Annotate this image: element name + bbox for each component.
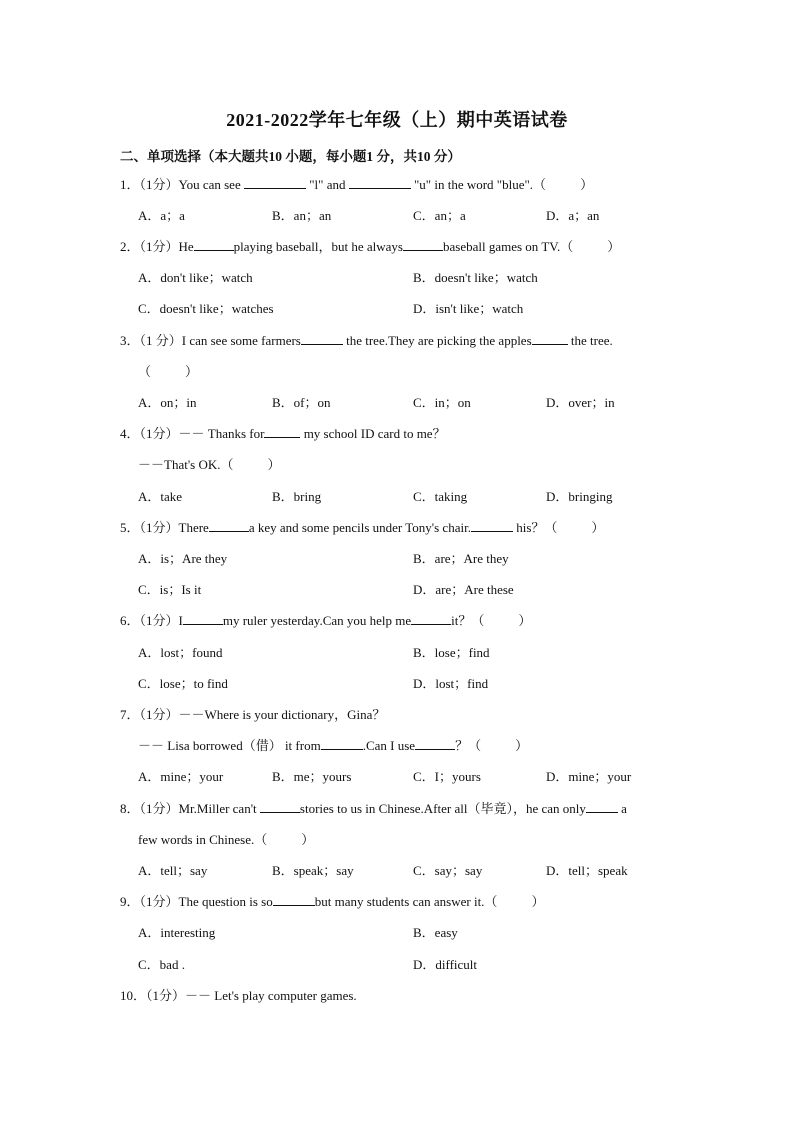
answer-blank (244, 176, 306, 189)
question-3-stem: 3．（1 分）I can see some farmers the tree.They are picking the apples the tree. (120, 333, 613, 348)
answer-blank (273, 893, 315, 906)
question-5-stem: 5．（1分）There a key and some pencils under Tony's chair. his？（ ） (120, 520, 605, 535)
question-2-option-c: C．doesn't like；watches (138, 301, 274, 316)
question-2-option-b: B．doesn't like；watch (413, 270, 538, 285)
question-8-stem-continued: few words in Chinese.（ ） (138, 832, 315, 847)
question-2-option-d: D．isn't like；watch (413, 301, 524, 316)
question-8-option-a: A．tell；say (138, 863, 208, 878)
question-8-option-b: B．speak；say (272, 863, 354, 878)
question-4-option-b: B．bring (272, 489, 322, 504)
answer-blank (301, 332, 343, 345)
answer-blank (403, 238, 443, 251)
question-3-option-b: B．of；on (272, 395, 331, 410)
question-5-option-d: D．are；Are these (413, 582, 514, 597)
question-2-stem: 2．（1分）He playing baseball，but he always baseball games on TV.（ ） (120, 239, 621, 254)
question-3-stem-continued: （ ） (138, 364, 199, 379)
question-8-option-d: D．tell；speak (546, 863, 628, 878)
question-9-option-d: D．difficult (413, 957, 478, 972)
question-2-option-a: A．don't like；watch (138, 270, 253, 285)
question-1-option-a: A．a；a (138, 208, 185, 223)
question-3-option-c: C．in；on (413, 395, 471, 410)
question-5-option-b: B．are；Are they (413, 551, 509, 566)
question-3-option-a: A．on；in (138, 395, 197, 410)
question-1-option-c: C．an；a (413, 208, 466, 223)
answer-blank (209, 519, 249, 532)
question-6-stem: 6．（1分）I my ruler yesterday.Can you help me it？（ ） (120, 613, 532, 628)
question-4-option-d: D．bringing (546, 489, 613, 504)
question-9-option-c: C．bad . (138, 957, 185, 972)
question-7-stem-continued: －－ Lisa borrowed（借） it from .Can I use ？（ ） (138, 738, 529, 753)
question-4-option-a: A．take (138, 489, 183, 504)
answer-blank (264, 425, 300, 438)
answer-blank (532, 332, 568, 345)
question-10-stem: 10．（1分）－－ Let's play computer games. (120, 988, 357, 1003)
answer-blank (586, 800, 618, 813)
answer-blank (471, 519, 513, 532)
question-6-option-b: B．lose；find (413, 645, 490, 660)
question-1-option-b: B．an；an (272, 208, 332, 223)
answer-blank (415, 737, 455, 750)
question-7-stem: 7．（1分）－－Where is your dictionary，Gina？ (120, 707, 386, 722)
question-7-option-b: B．me；yours (272, 769, 352, 784)
question-6-option-a: A．lost；found (138, 645, 223, 660)
question-5-option-c: C．is；Is it (138, 582, 202, 597)
section-heading: 二、单项选择（本大题共10 小题，每小题1 分，共10 分） (120, 149, 461, 164)
question-7-option-c: C．I；yours (413, 769, 481, 784)
page-title: 2021-2022学年七年级（上）期中英语试卷 (226, 110, 568, 130)
answer-blank (321, 737, 363, 750)
question-7-option-a: A．mine；your (138, 769, 224, 784)
question-5-option-a: A．is；Are they (138, 551, 228, 566)
question-6-option-c: C．lose；to find (138, 676, 228, 691)
question-6-option-d: D．lost；find (413, 676, 489, 691)
question-4-stem: 4．（1分）－－ Thanks for my school ID card to me？ (120, 426, 446, 441)
question-3-option-d: D．over；in (546, 395, 615, 410)
question-4-option-c: C．taking (413, 489, 468, 504)
question-9-stem: 9．（1分）The question is so but many students can answer it.（ ） (120, 894, 545, 909)
question-9-option-a: A．interesting (138, 925, 216, 940)
question-7-option-d: D．mine；your (546, 769, 632, 784)
answer-blank (349, 176, 411, 189)
answer-blank (260, 800, 300, 813)
question-9-option-b: B．easy (413, 925, 458, 940)
question-8-option-c: C．say；say (413, 863, 483, 878)
question-4-stem-continued: －－That's OK.（ ） (138, 457, 281, 472)
question-1-stem: 1．（1分）You can see "l" and "u" in the word "blue".（ ） (120, 177, 594, 192)
question-1-option-d: D．a；an (546, 208, 600, 223)
answer-blank (411, 612, 451, 625)
answer-blank (183, 612, 223, 625)
question-8-stem: 8．（1分）Mr.Miller can't stories to us in Chinese.After all（毕竟），he can only a (120, 801, 627, 816)
answer-blank (194, 238, 234, 251)
